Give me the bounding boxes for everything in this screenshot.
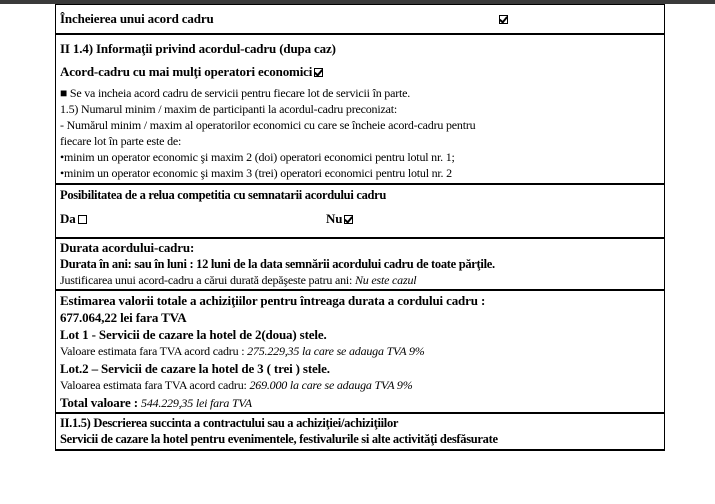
text-line: •minim un operator economic şi maxim 2 (doi) operatori economici pentru lotul nr. 1;	[60, 150, 455, 164]
lot1-value-line	[60, 343, 660, 360]
section-heading: II.1.5) Descrierea succinta a contractului sau a achiziţiei/achiziţiilor	[60, 416, 399, 430]
section-durata	[56, 237, 664, 289]
section-heading: Estimarea valorii totale a achiziţiilor pentru întreaga durata a cordului cadru :	[60, 293, 486, 308]
total-heading: 677.064,22 lei fara TVA	[60, 310, 187, 325]
description-text: Servicii de cazare la hotel pentru evenimentele, festivalurile si alte activităţi desfăsurate	[60, 432, 498, 446]
lot2-title: Lot.2 – Servicii de cazare la hotel de 3 ( trei ) stele.	[60, 361, 330, 376]
section-heading: Durata acordului-cadru:	[60, 240, 195, 255]
nu-checkbox[interactable]	[344, 215, 353, 224]
nu-label: Nu	[326, 211, 343, 226]
section-heading: Posibilitatea de a relua competitia cu semnatarii acordului cadru	[60, 188, 387, 202]
lot1-value: 275.229,35 la care se adauga TVA 9%	[247, 344, 425, 358]
multi-operator-label: Acord-cadru cu mai mulţi operatori economici	[60, 64, 313, 79]
lot2-value-label: Valoarea estimata fara TVA acord cadru:	[60, 378, 250, 392]
justification-value: Nu este cazul	[355, 273, 417, 287]
justification-line	[60, 272, 660, 288]
section-acord-cadru	[56, 4, 664, 33]
acord-cadru-checkbox[interactable]	[499, 15, 508, 24]
text-line: •minim un operator economic şi maxim 3 (trei) operatori economici pentru lotul nr. 2	[60, 166, 452, 180]
total-value: 544.229,35 lei fara TVA	[141, 396, 252, 410]
section-informatii-acord	[56, 33, 664, 183]
total-value-line	[60, 394, 660, 411]
section-relua-competitia	[56, 183, 664, 237]
total-value-label: Total valoare :	[60, 395, 142, 410]
lot1-title: Lot 1 - Servicii de cazare la hotel de 2(doua) stele.	[60, 327, 327, 342]
section-heading: II 1.4) Informaţii privind acordul-cadru (dupa caz)	[60, 41, 336, 56]
lot1-value-label: Valoare estimata fara TVA acord cadru :	[60, 344, 248, 358]
text-line: 1.5) Numarul minim / maxim de participanti la acordul-cadru preconizat:	[60, 102, 398, 116]
section-descriere	[56, 412, 664, 451]
text-line: ■ Se va incheia acord cadru de servicii pentru fiecare lot de servicii în parte.	[60, 86, 411, 100]
section-title: Încheierea unui acord cadru	[60, 11, 214, 26]
lot2-value: 269.000 la care se adauga TVA 9%	[249, 378, 413, 392]
document-table	[55, 4, 665, 451]
da-checkbox[interactable]	[78, 215, 87, 224]
da-label: Da	[60, 211, 76, 226]
section-estimare-valoare	[56, 289, 664, 412]
multi-operator-checkbox[interactable]	[314, 68, 323, 77]
text-line: - Numărul minim / maxim al operatorilor economici cu care se încheie acord-cadru pentru	[60, 118, 476, 132]
lot2-value-line	[60, 377, 660, 394]
justification-label: Justificarea unui acord-cadru a cărui durată depăşeste patru ani:	[60, 273, 355, 287]
duration-text: Durata în ani: sau în luni : 12 luni de la data semnării acordului cadru de toate părţile.	[60, 257, 495, 271]
text-line: fiecare lot în parte este de:	[60, 134, 182, 148]
